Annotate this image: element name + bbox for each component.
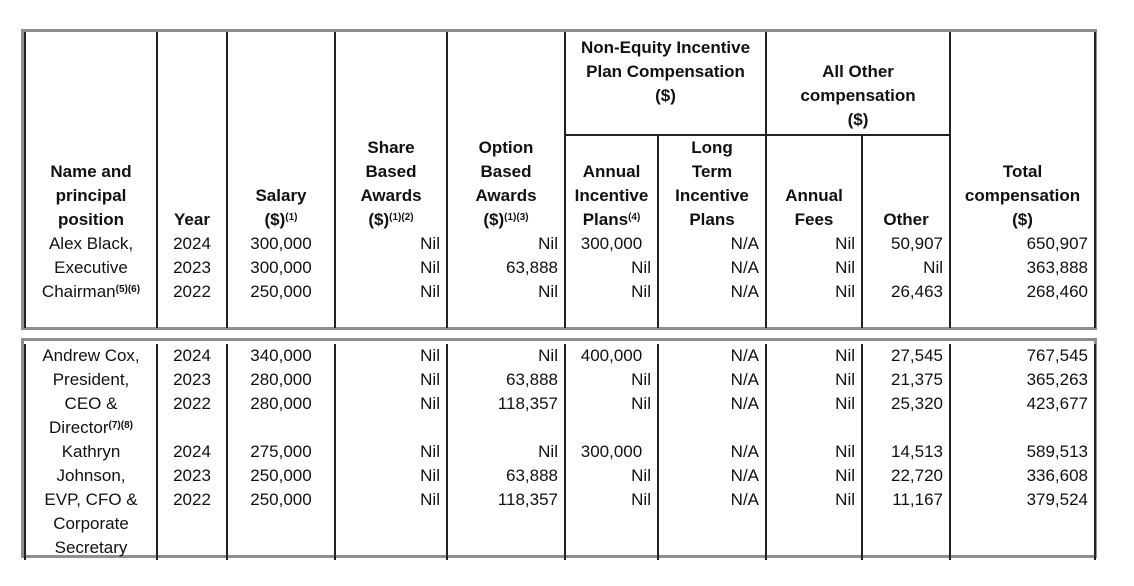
person-name: Andrew Cox, President, CEO & Director$^{(7)(8)}$ (25, 344, 157, 440)
header-share-based-awards: Share Based Awards ($)$^{(1)(2)}$ (335, 32, 447, 232)
annual-fees-cell: Nil Nil Nil (766, 232, 862, 328)
salary-cell: 300,000 300,000 250,000 (227, 232, 335, 328)
header-other: Other (862, 135, 950, 232)
compensation-table (24, 32, 1096, 560)
header-option-based-awards: Option Based Awards ($)$^{(1)(3)}$ (447, 32, 565, 232)
annual-fees-cell: Nil Nil Nil (766, 344, 862, 440)
table-row (25, 232, 1095, 328)
option-cell: Nil 63,888 118,357 (447, 344, 565, 440)
header-non-equity-incentive: Non-Equity Incentive Plan Compensation ($) (565, 32, 766, 135)
person-name: Alex Black, Executive Chairman$^{(5)(6)}$ (25, 232, 157, 328)
header-annual-fees: Annual Fees (766, 135, 862, 232)
share-cell: Nil Nil Nil (335, 232, 447, 328)
header-long-term-incentive-plans: Long Term Incentive Plans (658, 135, 766, 232)
salary-cell: 340,000 280,000 280,000 (227, 344, 335, 440)
share-cell: Nil Nil Nil (335, 440, 447, 560)
other-cell: 14,513 22,720 11,167 (862, 440, 950, 560)
header-name-position: Name and principal position (25, 32, 157, 232)
annual-fees-cell: Nil Nil Nil (766, 440, 862, 560)
person-name: Kathryn Johnson, EVP, CFO & Corporate Secretary (25, 440, 157, 560)
total-cell: 767,545 365,263 423,677 (950, 344, 1095, 440)
annual-incentive-cell: 300,000 Nil Nil (565, 232, 658, 328)
annual-incentive-cell: 300,000 Nil Nil (565, 440, 658, 560)
header-year: Year (157, 32, 227, 232)
table-row (25, 440, 1095, 560)
other-cell: 50,907 Nil 26,463 (862, 232, 950, 328)
long-term-cell: N/A N/A N/A (658, 344, 766, 440)
total-cell: 650,907 363,888 268,460 (950, 232, 1095, 328)
long-term-cell: N/A N/A N/A (658, 440, 766, 560)
long-term-cell: N/A N/A N/A (658, 232, 766, 328)
other-cell: 27,545 21,375 25,320 (862, 344, 950, 440)
option-cell: Nil 63,888 Nil (447, 232, 565, 328)
annual-incentive-cell: 400,000 Nil Nil (565, 344, 658, 440)
option-cell: Nil 63,888 118,357 (447, 440, 565, 560)
year-cell: 2024 2023 2022 (157, 344, 227, 440)
table-row (25, 344, 1095, 440)
salary-cell: 275,000 250,000 250,000 (227, 440, 335, 560)
header-annual-incentive-plans: Annual Incentive Plans$^{(4)}$ (565, 135, 658, 232)
year-cell: 2024 2023 2022 (157, 440, 227, 560)
share-cell: Nil Nil Nil (335, 344, 447, 440)
header-total-compensation: Total compensation ($) (950, 32, 1095, 232)
header-all-other-compensation: All Other compensation ($) (766, 32, 950, 135)
year-cell: 2024 2023 2022 (157, 232, 227, 328)
total-cell: 589,513 336,608 379,524 (950, 440, 1095, 560)
header-salary: Salary ($)$^{(1)}$ (227, 32, 335, 232)
